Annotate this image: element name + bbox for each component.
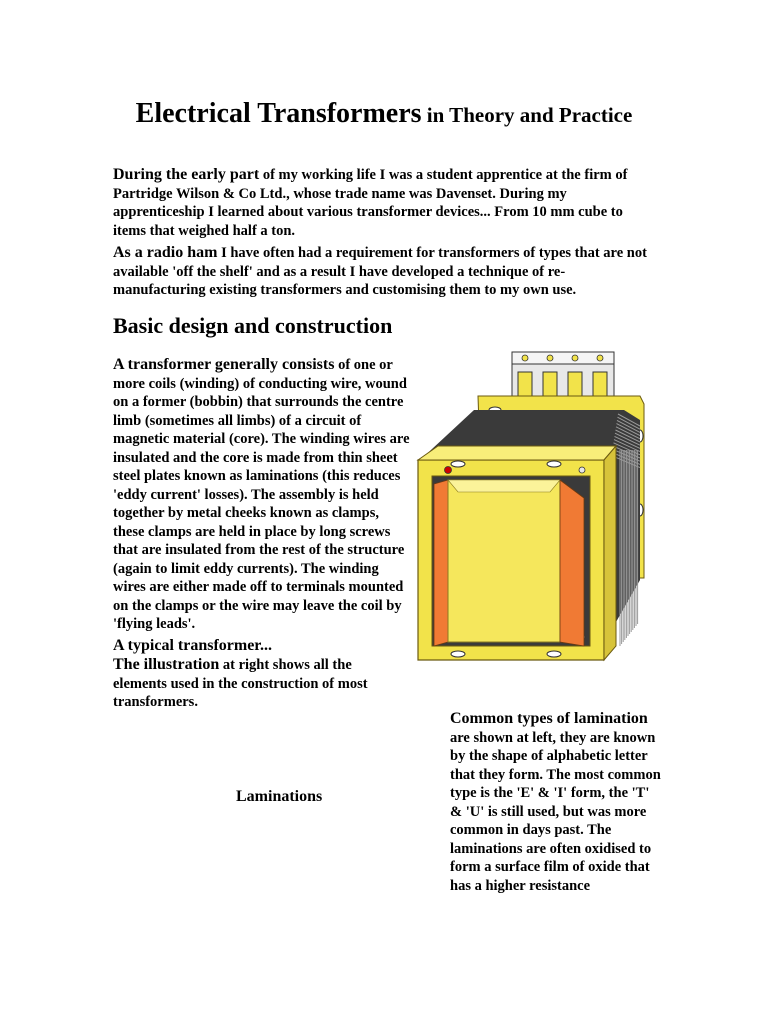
intro-paragraph-2: As a radio ham I have often had a requirement for transformers of types that are not available 'off the shelf' and as a result I have developed a technique of re-manufacturing existing transformers and customising them to my own use.	[113, 244, 647, 298]
page-title: Electrical Transformers in Theory and Practice	[135, 98, 633, 129]
construction-paragraph: A transformer generally consists of one or more coils (winding) of conducting wire, wound on a former (bobbin) that surrounds the centre limb (sometimes all limbs) of a circuit of magnetic material (core). The winding wires are insulated and the core is made from thin sheet steel plates known as laminations (this reduces 'eddy current' losses). The assembly is held together by metal cheeks known as clamps, these clamps are held in place by long screws that are insulated from the rest of the structure (again to limit eddy currents). The winding wires are either made off to terminals mounted on the clamps or the wire may leave the coil by 'flying leads'.	[113, 356, 410, 632]
typical-transformer-heading: A typical transformer...	[113, 637, 272, 654]
lamination-types-paragraph: Common types of lamination are shown at left, they are known by the shape of alphabetic letter that they form. The most common type is the 'E' & 'I' form, the 'T' & 'U' is still used, but was more common in days past. The laminations are often oxidised to form a surface film of oxide that has a higher resistance	[450, 710, 661, 894]
illustration-paragraph: The illustration at right shows all the elements used in the construction of most transformers.	[113, 656, 368, 710]
section-heading: Basic design and construction	[113, 313, 393, 338]
coil-winding	[434, 480, 584, 646]
intro-paragraph-1: During the early part of my working life I was a student apprentice at the firm of Partridge Wilson & Co Ltd., whose trade name was Davenset. During my apprenticeship I learned about various transformer devices... From 10 mm cube to items that weighed half a ton.	[113, 166, 628, 239]
laminations-label: Laminations	[236, 788, 323, 805]
transformer-illustration	[404, 350, 666, 670]
